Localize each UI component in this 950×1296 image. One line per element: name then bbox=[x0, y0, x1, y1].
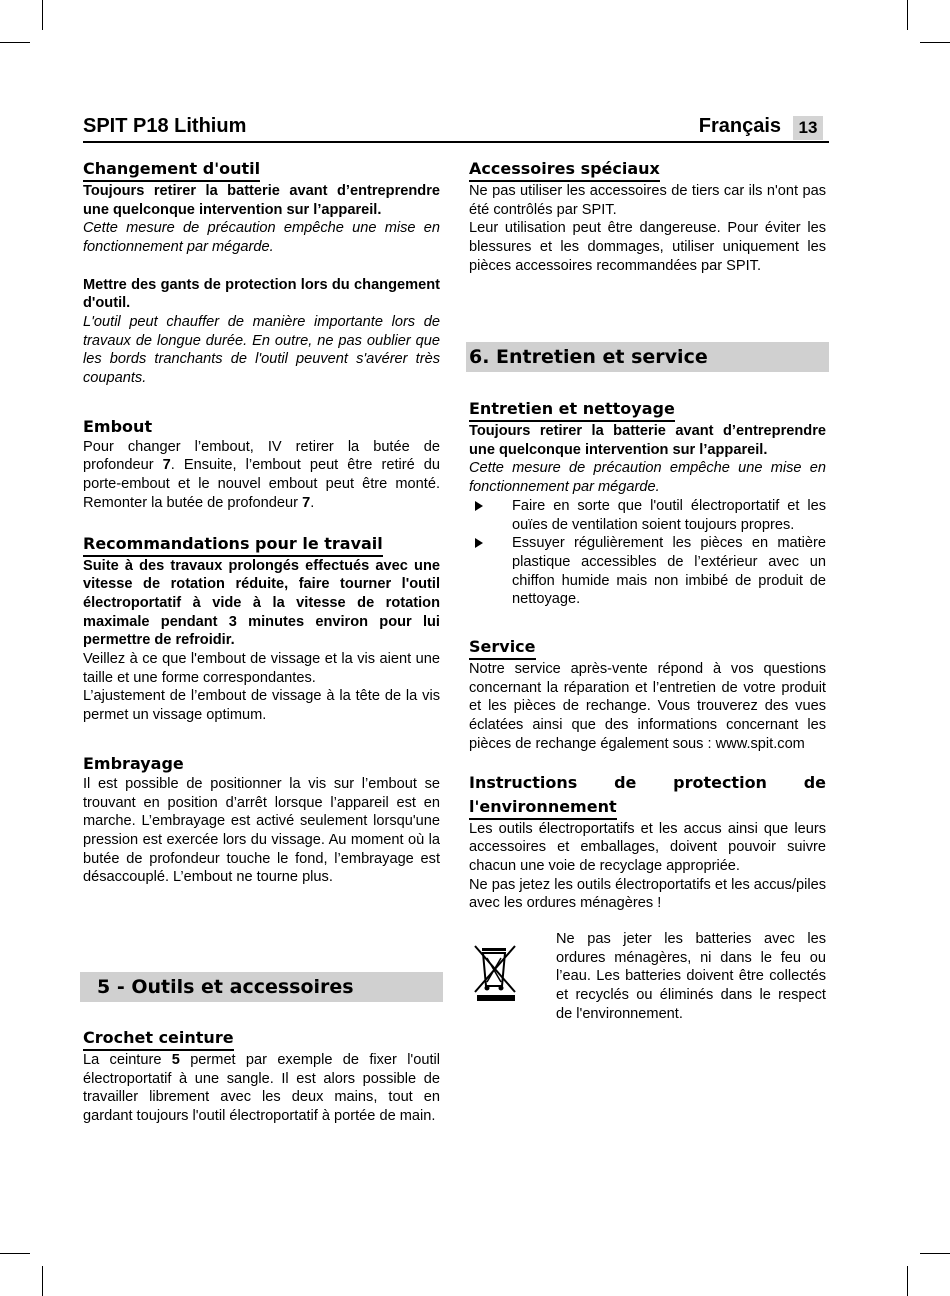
text-run: Pour changer l’embout, IV retirer la butée de profondeur bbox=[83, 438, 440, 474]
heading-crochet-ceinture: Crochet ceinture bbox=[83, 1027, 234, 1051]
reference-number: 7 bbox=[162, 457, 171, 474]
crop-mark bbox=[0, 42, 30, 43]
list-item-text: Faire en sorte que l'outil électroportatif et les ouïes de ventilation soient toujours propres. bbox=[512, 497, 826, 533]
heading-accessoires-speciaux: Accessoires spéciaux bbox=[469, 158, 660, 182]
heading-environnement-line2: l'environnement bbox=[469, 796, 617, 820]
paragraph: Les outils électroportatifs et les accus ainsi que leurs accessoires et emballages, doivent pouvoir suivre chacun une voie de recyclage appropriée. bbox=[469, 820, 826, 874]
heading-embout: Embout bbox=[83, 416, 153, 436]
list-item bbox=[469, 534, 826, 609]
heading-entretien-nettoyage: Entretien et nettoyage bbox=[469, 398, 675, 422]
reference-number: 7 bbox=[302, 494, 311, 511]
paragraph: Ne pas utiliser les accessoires de tiers car ils n'ont pas été contrôlés par SPIT. bbox=[469, 183, 826, 218]
header-rule bbox=[83, 141, 829, 143]
crop-mark bbox=[907, 0, 908, 30]
reference-number: 5 bbox=[171, 1052, 180, 1068]
heading-service: Service bbox=[469, 636, 536, 660]
language-label: Français bbox=[698, 115, 781, 137]
section-6-band-wrap bbox=[466, 342, 829, 372]
left-column-bottom bbox=[83, 1027, 440, 1126]
right-column-top bbox=[469, 158, 826, 276]
bullet-arrow-icon bbox=[475, 501, 483, 511]
page-number: 13 bbox=[793, 116, 823, 140]
disposal-notice bbox=[469, 930, 826, 1030]
embout-paragraph bbox=[83, 438, 440, 513]
crossed-bin-icon bbox=[473, 942, 521, 1002]
bullet-arrow-icon bbox=[475, 538, 483, 548]
note-text: L'outil peut chauffer de manière importante lors de travaux de longue durée. En outre, ne pas oublier que les bords tranchants de l'outil peuvent s'avérer très coupants. bbox=[83, 313, 440, 387]
text-run: permet par exemple de fixer l'outil électroportatif à une sangle. Il est alors possible de travailler librement avec les deux mains, tout en gardant toujours l'outil électroportatif à portée de main. bbox=[83, 1052, 440, 1125]
right-column bbox=[469, 398, 826, 1030]
warning-text: Toujours retirer la batterie avant d’entreprendre une quelconque intervention sur l’appareil. bbox=[83, 183, 440, 218]
list-item-text: Essuyer régulièrement les pièces en matière plastique accessibles de l’extérieur avec un chiffon humide mais non imbibé de produit de nettoyage. bbox=[512, 535, 826, 608]
crop-mark bbox=[920, 42, 950, 43]
left-column bbox=[83, 158, 440, 887]
paragraph: Leur utilisation peut être dangereuse. Pour éviter les blessures et les dommages, utiliser uniquement les pièces accessoires recommandées par SPIT. bbox=[469, 220, 826, 274]
heading-recommandations: Recommandations pour le travail bbox=[83, 533, 383, 557]
crochet-paragraph bbox=[83, 1051, 440, 1126]
crop-mark bbox=[920, 1253, 950, 1254]
section-5-band-wrap bbox=[80, 972, 443, 1002]
crop-mark bbox=[42, 0, 43, 30]
paragraph: Veillez à ce que l'embout de vissage et la vis aient une taille et une forme correspondantes. bbox=[83, 651, 440, 686]
text-run: Notre service après-vente répond à vos questions concernant la réparation et l’entretien de votre produit et les pièces de rechange. Vous trouverez des vues éclatées ainsi que des informations concernant les pièces de rechange également sous : bbox=[469, 661, 826, 752]
list-item bbox=[469, 497, 826, 534]
note-text: Cette mesure de précaution empêche une mise en fonctionnement par mégarde. bbox=[83, 220, 440, 256]
heading-embrayage: Embrayage bbox=[83, 753, 184, 773]
crop-mark bbox=[907, 1266, 908, 1296]
crop-mark bbox=[42, 1266, 43, 1296]
text-run: . Ensuite, l’embout peut être retiré du porte-embout et le nouvel embout peut être monté. Remonter la butée de profondeur bbox=[83, 457, 440, 511]
recommendation-bold: Suite à des travaux prolongés effectués avec une vitesse de rotation réduite, faire tourner l'outil électroportatif à vide à la vitesse de rotation maximale pendant 3 minutes environ pour lui permettre de refroidir. bbox=[83, 557, 440, 649]
text-run: La ceinture bbox=[83, 1052, 172, 1068]
heading-changement-outil: Changement d'outil bbox=[83, 158, 260, 182]
disposal-text: Ne pas jeter les batteries avec les ordures ménagères, ni dans le feu ou l’eau. Les batteries doivent être collectés et recyclés ou éliminés dans le respect de l'environnement. bbox=[556, 931, 826, 1022]
crop-mark bbox=[0, 1253, 30, 1254]
warning-text: Toujours retirer la batterie avant d’entreprendre une quelconque intervention sur l’appareil. bbox=[469, 423, 826, 458]
paragraph: Ne pas jetez les outils électroportatifs et les accus/piles avec les ordures ménagères ! bbox=[469, 876, 826, 912]
section-6-title: 6. Entretien et service bbox=[466, 342, 829, 372]
document-title: SPIT P18 Lithium bbox=[83, 115, 247, 137]
text-run: . bbox=[310, 494, 315, 511]
paragraph: L’ajustement de l’embout de vissage à la tête de la vis permet un vissage optimum. bbox=[83, 688, 440, 724]
warning-text: Mettre des gants de protection lors du changement d'outil. bbox=[83, 276, 440, 312]
service-paragraph bbox=[469, 660, 826, 754]
website-link[interactable]: www.spit.com bbox=[715, 735, 805, 752]
embrayage-paragraph: Il est possible de positionner la vis sur l’embout se trouvant en position d’arrêt lorsque l’appareil est en marche. L’embrayage est activé seulement lorsqu'une pression est exercée lors du vissage. Au moment où la butée de profondeur touche le fond, l’embrayage est désaccouplé. L’embout ne tourne plus. bbox=[83, 775, 440, 886]
heading-environnement-line1: Instructions de protection de bbox=[469, 772, 826, 792]
page-header bbox=[83, 115, 829, 141]
note-text: Cette mesure de précaution empêche une mise en fonctionnement par mégarde. bbox=[469, 460, 826, 496]
section-5-title: 5 - Outils et accessoires bbox=[80, 972, 443, 1002]
